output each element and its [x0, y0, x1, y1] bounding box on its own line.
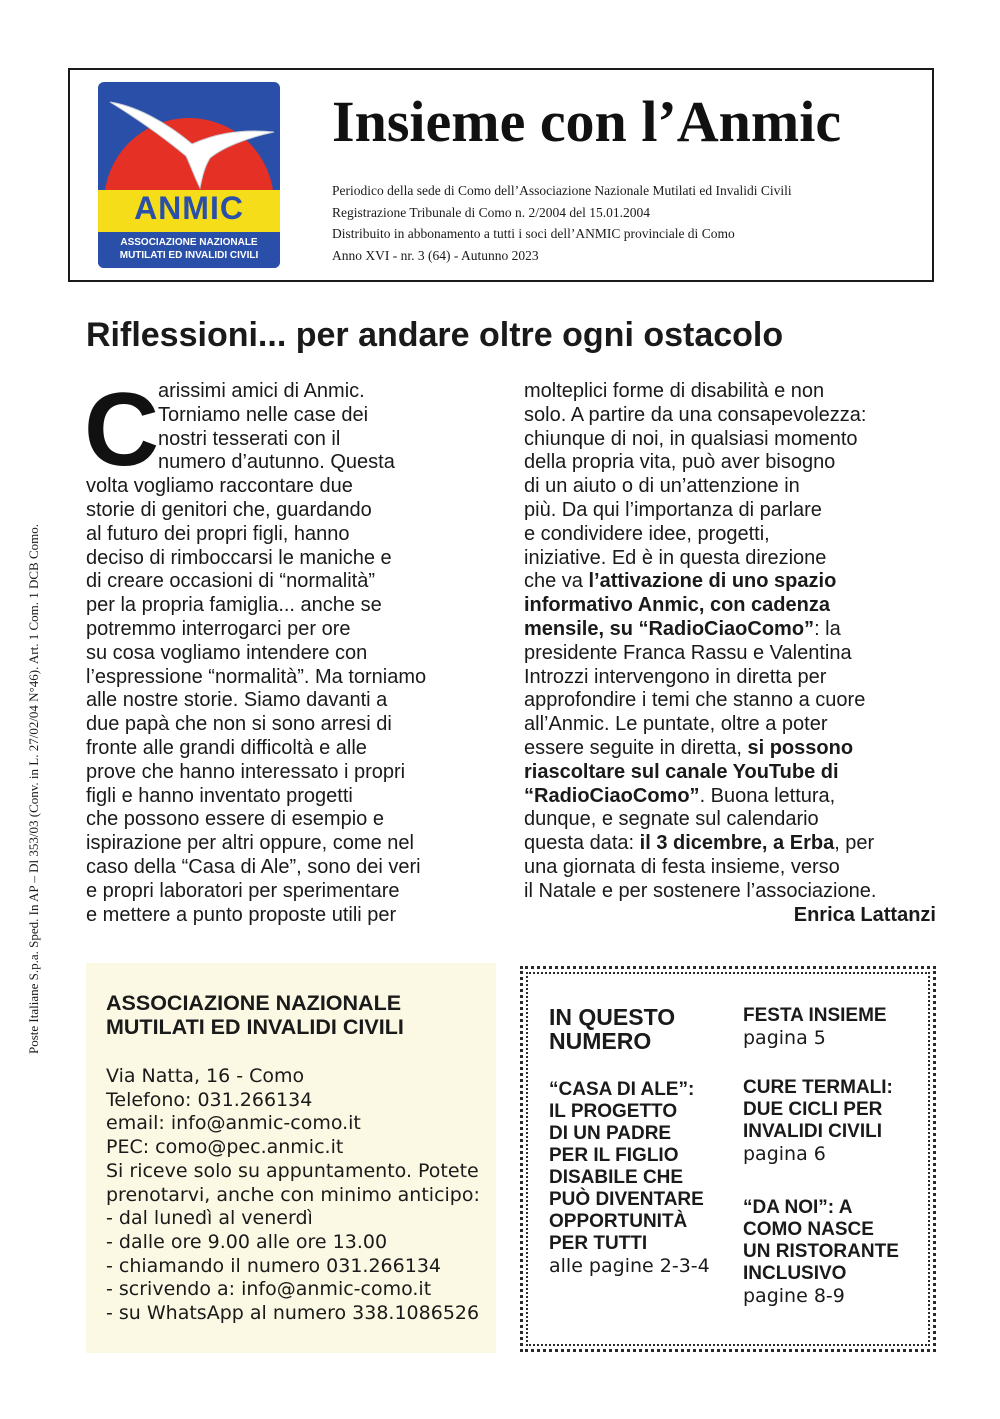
text-run: chiunque di noi, in qualsiasi momento	[524, 427, 858, 450]
text-run: presidente Franca Rassu e Valentina	[524, 641, 852, 664]
article-line: Torniamo nelle case dei	[158, 403, 369, 426]
issue-item	[743, 1197, 899, 1307]
issue-item-title: OPPORTUNITÀ	[549, 1211, 688, 1232]
article-line: numero d’autunno. Questa	[158, 451, 395, 474]
bold-text: si possono	[747, 736, 854, 759]
issue-item-title: UN RISTORANTE	[743, 1241, 899, 1262]
text-run: una giornata di festa insieme, verso	[524, 855, 840, 878]
issue-item-title: IL PROGETTO	[549, 1101, 678, 1122]
contact-line: - scrivendo a: info@anmic-como.it	[106, 1278, 432, 1301]
article-line: ispirazione per altri oppure, come nel	[86, 832, 414, 855]
article-line	[524, 856, 936, 880]
postal-note: Poste Italiane S.p.a. Sped. In AP – Dl 353/03 (Conv. in L. 27/02/04 N°46). Art. 1 Com. 1 DCB Como.	[26, 523, 41, 1054]
article-line: l’espressione “normalità”. Ma torniamo	[86, 665, 427, 688]
contact-line: - dalle ore 9.00 alle ore 13.00	[106, 1230, 388, 1253]
issue-item	[743, 1077, 893, 1165]
text-run: essere seguite in diretta,	[524, 736, 748, 759]
issue-item	[743, 1005, 887, 1049]
association-title-line-1: ASSOCIAZIONE NAZIONALE	[106, 991, 402, 1015]
article-line	[524, 547, 936, 571]
article-line: potremmo interrogarci per ore	[86, 617, 351, 640]
text-run: questa data:	[524, 832, 640, 855]
bold-text: “RadioCiaoComo”	[524, 784, 700, 807]
article-line	[524, 689, 936, 713]
article-line	[524, 523, 936, 547]
in-this-issue-box	[520, 966, 936, 1352]
logo-sub-line-2: MUTILATI ED INVALIDI CIVILI	[119, 250, 259, 261]
contact-line: Telefono: 031.266134	[106, 1088, 313, 1111]
article-line: due papà che non si sono arresi di	[86, 713, 392, 736]
article-line: prove che hanno interessato i propri	[86, 760, 406, 783]
masthead	[68, 68, 934, 282]
text-run: più. Da qui l’importanza di parlare	[524, 498, 822, 521]
issue-item-title: DI UN PADRE	[549, 1123, 672, 1144]
bold-text: mensile, su “RadioCiaoComo”	[524, 617, 815, 640]
article-line	[524, 428, 936, 452]
association-contacts	[106, 1065, 491, 1326]
publication-title: Insieme con l’Anmic	[332, 89, 842, 154]
issue-item-title: PER TUTTI	[549, 1233, 648, 1254]
in-this-issue-heading	[549, 1005, 675, 1053]
text-run: di un aiuto o di un’attenzione in	[524, 475, 800, 498]
issue-item-page: alle pagine 2-3-4	[549, 1255, 710, 1277]
article-line: per la propria famiglia... anche se	[86, 594, 382, 617]
article-line	[524, 832, 936, 856]
article-line	[524, 570, 936, 594]
bold-text: informativo Anmic, con cadenza	[524, 594, 830, 617]
info-line: Anno XVI - nr. 3 (64) - Autunno 2023	[332, 247, 539, 263]
issue-item-title: DUE CICLI PER	[743, 1099, 883, 1120]
article-line: arissimi amici di Anmic.	[158, 380, 365, 402]
issue-item-title: INCLUSIVO	[743, 1263, 847, 1284]
text-run: . Buona lettura,	[699, 784, 836, 807]
article-line: deciso di rimboccarsi le maniche e	[86, 546, 392, 569]
article-line	[524, 499, 936, 523]
logo-subtitle	[98, 236, 280, 262]
bird-icon	[106, 92, 276, 192]
article-line	[524, 642, 936, 666]
text-run: : la	[814, 617, 841, 640]
article-line	[524, 808, 936, 832]
info-line: Registrazione Tribunale di Como n. 2/2004 del 15.01.2004	[332, 204, 650, 220]
article-line	[524, 618, 936, 642]
association-title	[106, 991, 486, 1039]
issue-item-title: PUÒ DIVENTARE	[549, 1189, 704, 1210]
issue-item-page: pagina 5	[743, 1027, 826, 1049]
heading-line-1: IN QUESTO	[549, 1004, 676, 1030]
contact-line: - dal lunedì al venerdì	[106, 1207, 313, 1230]
issue-item	[549, 1079, 710, 1277]
text-run: e condividere idee, progetti,	[524, 522, 770, 545]
article-line	[524, 880, 936, 904]
article-line: al futuro dei propri figli, hanno	[86, 522, 350, 545]
text-run: dunque, e segnate sul calendario	[524, 808, 819, 831]
article-line	[524, 666, 936, 690]
article-headline: Riflessioni... per andare oltre ogni ostacolo	[86, 316, 784, 354]
logo-sub-line-1: ASSOCIAZIONE NAZIONALE	[120, 237, 258, 248]
article-line: e propri laboratori per sperimentare	[86, 879, 400, 902]
issue-item-page: pagina 6	[743, 1143, 826, 1165]
contact-line: email: info@anmic-como.it	[106, 1112, 361, 1135]
article-column-right	[524, 380, 936, 927]
contact-line: - su WhatsApp al numero 338.1086526	[106, 1302, 480, 1325]
text-run: solo. A partire da una consapevolezza:	[524, 403, 867, 426]
issue-item-title: “DA NOI”: A	[743, 1197, 853, 1218]
article-line: che possono essere di esempio e	[86, 808, 384, 831]
article-line: alle nostre storie. Siamo davanti a	[86, 689, 388, 712]
text-run: Introzzi intervengono in diretta per	[524, 665, 827, 688]
article-line: figli e hanno inventato progetti	[86, 784, 353, 807]
issue-item-title: CURE TERMALI:	[743, 1077, 893, 1098]
article-line: e mettere a punto proposte utili per	[86, 903, 397, 926]
drop-cap: C	[84, 372, 160, 488]
article-line	[524, 404, 936, 428]
issue-item-page: pagine 8-9	[743, 1285, 845, 1307]
article-line	[524, 737, 936, 761]
anmic-logo	[98, 82, 280, 268]
issue-item-title: COMO NASCE	[743, 1219, 874, 1240]
info-line: Distribuito in abbonamento a tutti i soci dell’ANMIC provinciale di Como	[332, 226, 735, 241]
contact-line: Si riceve solo su appuntamento. Potete	[106, 1159, 479, 1182]
author-signature: Enrica Lattanzi	[793, 903, 936, 926]
association-title-line-2: MUTILATI ED INVALIDI CIVILI	[106, 1015, 404, 1039]
text-run: all’Anmic. Le puntate, oltre a poter	[524, 713, 828, 736]
article-line	[524, 475, 936, 499]
issue-item-title: FESTA INSIEME	[743, 1005, 887, 1026]
article-line	[524, 761, 936, 785]
issue-item-title: PER IL FIGLIO	[549, 1145, 679, 1166]
article-line	[524, 713, 936, 737]
contact-line: Via Natta, 16 - Como	[106, 1065, 305, 1087]
article-line	[524, 785, 936, 809]
contact-line: prenotarvi, anche con minimo anticipo:	[106, 1183, 480, 1206]
text-run: della propria vita, può aver bisogno	[524, 451, 836, 474]
article-line: su cosa vogliamo intendere con	[86, 641, 368, 664]
article-line	[524, 451, 936, 475]
bold-text: l’attivazione di uno spazio	[588, 570, 837, 593]
bold-text: riascoltare sul canale YouTube di	[524, 760, 839, 783]
article-line: volta vogliamo raccontare due	[86, 475, 353, 498]
text-run: che va	[524, 570, 589, 593]
text-run: il Natale e per sostenere l’associazione.	[524, 879, 877, 902]
article-column-left	[84, 372, 496, 927]
association-box	[86, 963, 496, 1353]
text-run: approfondire i temi che stanno a cuore	[524, 689, 866, 712]
article-line: fronte alle grandi difficoltà e alle	[86, 736, 367, 759]
text-run: , per	[834, 832, 875, 855]
article-line: storie di genitori che, guardando	[86, 498, 372, 521]
bold-text: il 3 dicembre, a Erba	[639, 832, 835, 855]
logo-name: ANMIC	[134, 190, 244, 226]
article-line	[524, 380, 936, 404]
article-line	[524, 594, 936, 618]
issue-item-title: DISABILE CHE	[549, 1167, 684, 1188]
info-line: Periodico della sede di Como dell’Associazione Nazionale Mutilati ed Invalidi Civili	[332, 183, 792, 198]
contact-line: PEC: como@pec.anmic.it	[106, 1136, 344, 1159]
publication-info	[332, 180, 922, 266]
article-line: caso della “Casa di Ale”, sono dei veri	[86, 855, 421, 878]
text-run: molteplici forme di disabilità e non	[524, 380, 825, 402]
article-line: di creare occasioni di “normalità”	[86, 570, 376, 593]
heading-line-2: NUMERO	[549, 1028, 652, 1054]
contact-line: - chiamando il numero 031.266134	[106, 1254, 441, 1277]
text-run: iniziative. Ed è in questa direzione	[524, 546, 827, 569]
issue-item-title: “CASA DI ALE”:	[549, 1079, 695, 1100]
issue-item-title: INVALIDI CIVILI	[743, 1121, 882, 1142]
article-line: nostri tesserati con il	[158, 427, 341, 450]
